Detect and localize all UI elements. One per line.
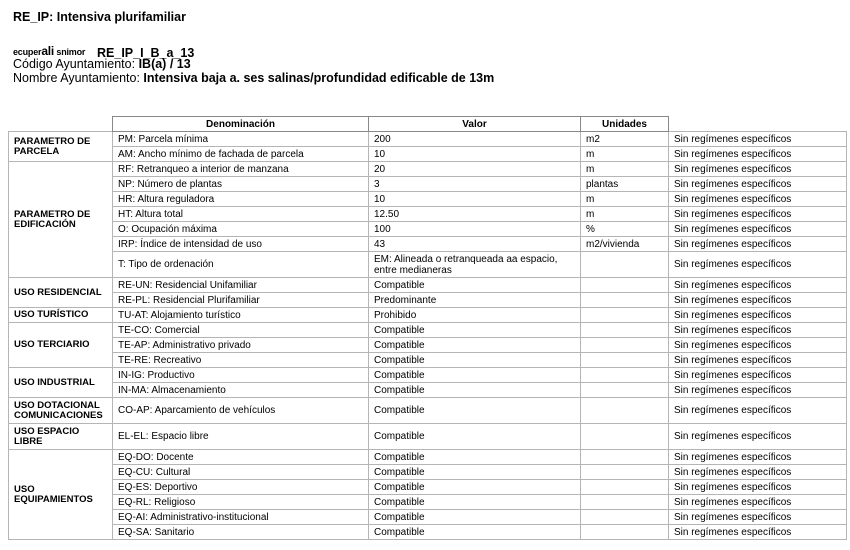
valor-cell: 10 <box>369 147 581 162</box>
regimen-cell: Sin regímenes específicos <box>669 252 847 278</box>
category-cell: USO INDUSTRIAL <box>9 368 113 398</box>
regimen-cell: Sin regímenes específicos <box>669 278 847 293</box>
valor-cell: 3 <box>369 177 581 192</box>
denominacion-cell: CO-AP: Aparcamiento de vehículos <box>113 398 369 424</box>
table-header-row <box>9 117 847 132</box>
table-row <box>9 147 847 162</box>
denominacion-cell: O: Ocupación máxima <box>113 222 369 237</box>
unidades-cell: % <box>581 222 669 237</box>
unidades-cell <box>581 510 669 525</box>
denominacion-cell: EQ-ES: Deportivo <box>113 480 369 495</box>
regimen-cell: Sin regímenes específicos <box>669 308 847 323</box>
table-body <box>9 132 847 540</box>
unidades-cell: m2/vivienda <box>581 237 669 252</box>
ayto-name-label: Nombre Ayuntamiento: <box>13 71 140 85</box>
table-row <box>9 424 847 450</box>
valor-cell: Compatible <box>369 368 581 383</box>
regimen-cell: Sin regímenes específicos <box>669 424 847 450</box>
category-cell: USO DOTACIONAL COMUNICACIONES <box>9 398 113 424</box>
regimen-cell: Sin regímenes específicos <box>669 177 847 192</box>
table-row <box>9 237 847 252</box>
denominacion-cell: EL-EL: Espacio libre <box>113 424 369 450</box>
denominacion-cell: TE-RE: Recreativo <box>113 353 369 368</box>
code-value: RE_IP_I_B_a_13 <box>97 46 195 60</box>
valor-cell: 200 <box>369 132 581 147</box>
unidades-cell <box>581 353 669 368</box>
table-row <box>9 207 847 222</box>
denominacion-cell: IN-IG: Productivo <box>113 368 369 383</box>
valor-cell: Compatible <box>369 480 581 495</box>
ayto-code-value: IB(a) / 13 <box>138 57 191 71</box>
valor-cell: Compatible <box>369 450 581 465</box>
table-row <box>9 398 847 424</box>
ayto-name-value: Intensiva baja a. ses salinas/profundidad edificable de 13m <box>143 71 495 85</box>
valor-cell: Compatible <box>369 383 581 398</box>
denominacion-cell: HT: Altura total <box>113 207 369 222</box>
valor-cell: Prohibido <box>369 308 581 323</box>
table-row <box>9 450 847 465</box>
valor-cell: 20 <box>369 162 581 177</box>
unidades-cell <box>581 308 669 323</box>
unidades-cell: m <box>581 147 669 162</box>
valor-cell: 100 <box>369 222 581 237</box>
unidades-cell: plantas <box>581 177 669 192</box>
regimen-cell: Sin regímenes específicos <box>669 368 847 383</box>
regimen-cell: Sin regímenes específicos <box>669 192 847 207</box>
table-row <box>9 353 847 368</box>
denominacion-cell: T: Tipo de ordenación <box>113 252 369 278</box>
denominacion-cell: IN-MA: Almacenamiento <box>113 383 369 398</box>
valor-cell: Compatible <box>369 495 581 510</box>
regimen-cell: Sin regímenes específicos <box>669 147 847 162</box>
unidades-cell <box>581 252 669 278</box>
unidades-cell: m <box>581 192 669 207</box>
category-cell: USO ESPACIO LIBRE <box>9 424 113 450</box>
denominacion-cell: HR: Altura reguladora <box>113 192 369 207</box>
valor-cell: 10 <box>369 192 581 207</box>
unidades-cell <box>581 398 669 424</box>
category-cell: USO TERCIARIO <box>9 323 113 368</box>
regimen-cell: Sin regímenes específicos <box>669 480 847 495</box>
denominacion-cell: EQ-RL: Religioso <box>113 495 369 510</box>
unidades-cell: m <box>581 207 669 222</box>
category-cell: USO TURÍSTICO <box>9 308 113 323</box>
denominacion-cell: TE-AP: Administrativo privado <box>113 338 369 353</box>
table-row <box>9 480 847 495</box>
regimen-cell: Sin regímenes específicos <box>669 495 847 510</box>
regimen-cell: Sin regímenes específicos <box>669 353 847 368</box>
unidades-cell <box>581 338 669 353</box>
denominacion-cell: NP: Número de plantas <box>113 177 369 192</box>
valor-cell: Compatible <box>369 510 581 525</box>
denominacion-cell: EQ-SA: Sanitario <box>113 525 369 540</box>
unidades-cell <box>581 424 669 450</box>
regimen-cell: Sin regímenes específicos <box>669 465 847 480</box>
denominacion-cell: IRP: Índice de intensidad de uso <box>113 237 369 252</box>
table-row <box>9 510 847 525</box>
denominacion-cell: AM: Ancho mínimo de fachada de parcela <box>113 147 369 162</box>
regimen-cell: Sin regímenes específicos <box>669 323 847 338</box>
unidades-cell <box>581 480 669 495</box>
category-cell: PARAMETRO DE PARCELA <box>9 132 113 162</box>
denominacion-cell: TU-AT: Alojamiento turístico <box>113 308 369 323</box>
unidades-cell <box>581 383 669 398</box>
unidades-cell <box>581 293 669 308</box>
table-row <box>9 308 847 323</box>
valor-cell: Compatible <box>369 353 581 368</box>
table-row <box>9 338 847 353</box>
table-row <box>9 495 847 510</box>
valor-cell: Compatible <box>369 465 581 480</box>
table-row <box>9 525 847 540</box>
valor-cell: Predominante <box>369 293 581 308</box>
table-row <box>9 132 847 147</box>
valor-cell: 12.50 <box>369 207 581 222</box>
regimen-cell: Sin regímenes específicos <box>669 293 847 308</box>
valor-cell: Compatible <box>369 323 581 338</box>
regimen-cell: Sin regímenes específicos <box>669 162 847 177</box>
ayto-code-label: Código Ayuntamiento: <box>13 57 136 71</box>
table-row <box>9 278 847 293</box>
table-row <box>9 162 847 177</box>
table-row <box>9 293 847 308</box>
category-cell: USO RESIDENCIAL <box>9 278 113 308</box>
table-row <box>9 222 847 237</box>
regimen-cell: Sin regímenes específicos <box>669 338 847 353</box>
valor-cell: EM: Alineada o retranqueada aa espacio, entre medianeras <box>369 252 581 278</box>
unidades-cell <box>581 278 669 293</box>
table-row <box>9 177 847 192</box>
regimen-cell: Sin regímenes específicos <box>669 207 847 222</box>
ayto-name-line <box>13 71 494 85</box>
table-row <box>9 368 847 383</box>
header-denominacion: Denominación <box>113 117 369 132</box>
denominacion-cell: RF: Retranqueo a interior de manzana <box>113 162 369 177</box>
denominacion-cell: PM: Parcela mínima <box>113 132 369 147</box>
valor-cell: Compatible <box>369 424 581 450</box>
valor-cell: 43 <box>369 237 581 252</box>
regimen-cell: Sin regímenes específicos <box>669 383 847 398</box>
unidades-cell <box>581 525 669 540</box>
denominacion-cell: TE-CO: Comercial <box>113 323 369 338</box>
category-cell: USO EQUIPAMIENTOS <box>9 450 113 540</box>
unidades-cell <box>581 450 669 465</box>
unidades-cell: m2 <box>581 132 669 147</box>
unidades-cell: m <box>581 162 669 177</box>
denominacion-cell: EQ-AI: Administrativo-institucional <box>113 510 369 525</box>
regimen-cell: Sin regímenes específicos <box>669 398 847 424</box>
table-row <box>9 383 847 398</box>
ayto-code-line <box>13 57 191 71</box>
header-unidades: Unidades <box>581 117 669 132</box>
valor-cell: Compatible <box>369 338 581 353</box>
unidades-cell <box>581 368 669 383</box>
garbled-label: ecuperali snimor <box>13 44 86 58</box>
denominacion-cell: EQ-DO: Docente <box>113 450 369 465</box>
table-row <box>9 252 847 278</box>
table-row <box>9 192 847 207</box>
regimen-cell: Sin regímenes específicos <box>669 222 847 237</box>
valor-cell: Compatible <box>369 525 581 540</box>
regimen-cell: Sin regímenes específicos <box>669 510 847 525</box>
regimen-cell: Sin regímenes específicos <box>669 525 847 540</box>
table-row <box>9 465 847 480</box>
regimen-cell: Sin regímenes específicos <box>669 450 847 465</box>
regimen-cell: Sin regímenes específicos <box>669 132 847 147</box>
denominacion-cell: RE-UN: Residencial Unifamiliar <box>113 278 369 293</box>
page-title: RE_IP: Intensiva plurifamiliar <box>13 10 186 24</box>
unidades-cell <box>581 465 669 480</box>
valor-cell: Compatible <box>369 278 581 293</box>
category-cell: PARAMETRO DE EDIFICACIÓN <box>9 162 113 278</box>
header-valor: Valor <box>369 117 581 132</box>
unidades-cell <box>581 323 669 338</box>
table-row <box>9 323 847 338</box>
denominacion-cell: RE-PL: Residencial Plurifamiliar <box>113 293 369 308</box>
parameters-table <box>8 116 847 540</box>
valor-cell: Compatible <box>369 398 581 424</box>
unidades-cell <box>581 495 669 510</box>
denominacion-cell: EQ-CU: Cultural <box>113 465 369 480</box>
regimen-cell: Sin regímenes específicos <box>669 237 847 252</box>
